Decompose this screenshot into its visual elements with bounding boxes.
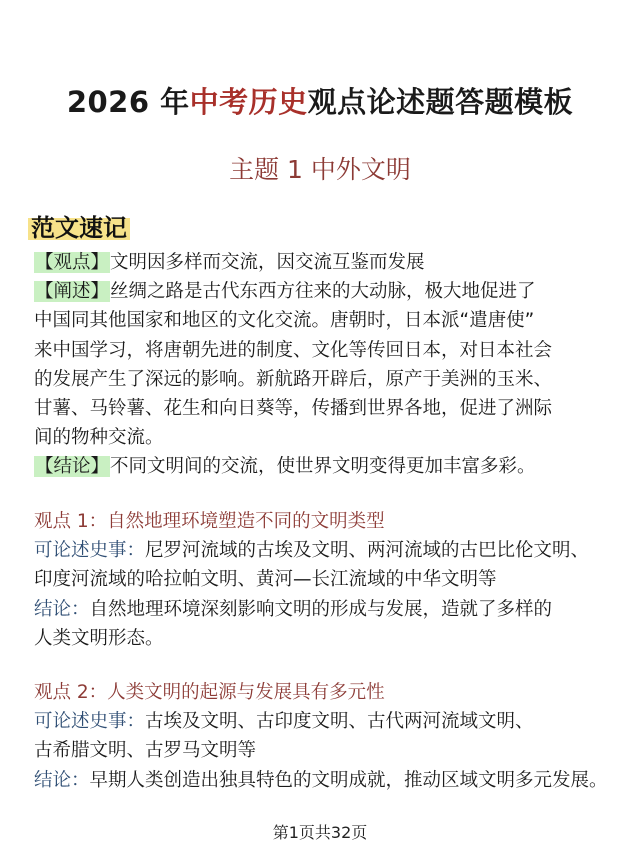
page-number: 第1页共32页 bbox=[272, 823, 368, 842]
viewpoint-section-1 bbox=[34, 507, 624, 653]
evidence-line: 印度河流域的哈拉帕文明、黄河—长江流域的中华文明等 bbox=[34, 569, 497, 591]
viewpoint-tag: 【观点】 bbox=[35, 252, 110, 273]
evidence-line bbox=[34, 707, 624, 736]
title-prefix: 2026 年 bbox=[66, 85, 190, 119]
evidence-text: 尼罗河流域的古埃及文明、两河流域的古巴比伦文明、 bbox=[145, 540, 590, 562]
elaboration-line bbox=[34, 277, 624, 306]
sample-essay bbox=[34, 248, 624, 482]
elaboration-line: 甘薯、马铃薯、花生和向日葵等，传播到世界各地，促进了洲际 bbox=[34, 397, 553, 419]
elaboration-line: 来中国学习，将唐朝先进的制度、文化等传回日本，对日本社会 bbox=[34, 339, 553, 361]
evidence-line bbox=[34, 536, 624, 565]
elaboration-text: 丝绸之路是古代东西方往来的大动脉，极大地促进了 bbox=[110, 281, 536, 303]
viewpoint-line bbox=[34, 248, 624, 277]
conclusion-line bbox=[34, 766, 624, 795]
conclusion-tag: 【结论】 bbox=[35, 456, 110, 478]
viewpoint-text: 文明因多样而交流，因交流互鉴而发展 bbox=[110, 252, 425, 273]
page-subtitle: 主题 1 中外文明 bbox=[229, 155, 411, 184]
elaboration-line: 间的物种交流。 bbox=[34, 427, 164, 449]
conclusion-text: 不同文明间的交流，使世界文明变得更加丰富多彩。 bbox=[110, 456, 536, 478]
conclusion-line bbox=[34, 595, 624, 624]
viewpoint-section-2 bbox=[34, 678, 624, 795]
conclusion-label: 结论： bbox=[34, 598, 90, 620]
evidence-label: 可论述史事： bbox=[34, 540, 146, 562]
conclusion-line: 人类文明形态。 bbox=[34, 627, 164, 649]
conclusion-text: 早期人类创造出独具特色的文明成就，推动区域文明多元发展。 bbox=[89, 769, 608, 791]
evidence-text: 古埃及文明、古印度文明、古代两河流域文明、 bbox=[145, 711, 534, 733]
elaboration-line: 中国同其他国家和地区的文化交流。唐朝时，日本派“遣唐使” bbox=[34, 310, 535, 332]
viewpoint-heading: 观点 1：自然地理环境塑造不同的文明类型 bbox=[34, 511, 385, 532]
title-suffix: 观点论述题答题模板 bbox=[307, 85, 574, 119]
conclusion-text: 自然地理环境深刻影响文明的形成与发展，造就了多样的 bbox=[89, 598, 553, 620]
evidence-label: 可论述史事： bbox=[34, 711, 146, 733]
viewpoint-heading: 观点 2：人类文明的起源与发展具有多元性 bbox=[34, 682, 385, 703]
elaboration-line: 的发展产生了深远的影响。新航路开辟后，原产于美洲的玉米、 bbox=[34, 368, 553, 390]
title-accent: 中考历史 bbox=[189, 85, 308, 119]
conclusion-label: 结论： bbox=[34, 769, 90, 791]
conclusion-line bbox=[34, 452, 624, 481]
evidence-line: 古希腊文明、古罗马文明等 bbox=[34, 740, 257, 762]
section-heading: 范文速记 bbox=[28, 208, 130, 243]
elaboration-tag: 【阐述】 bbox=[35, 281, 110, 303]
page-title bbox=[0, 80, 640, 121]
